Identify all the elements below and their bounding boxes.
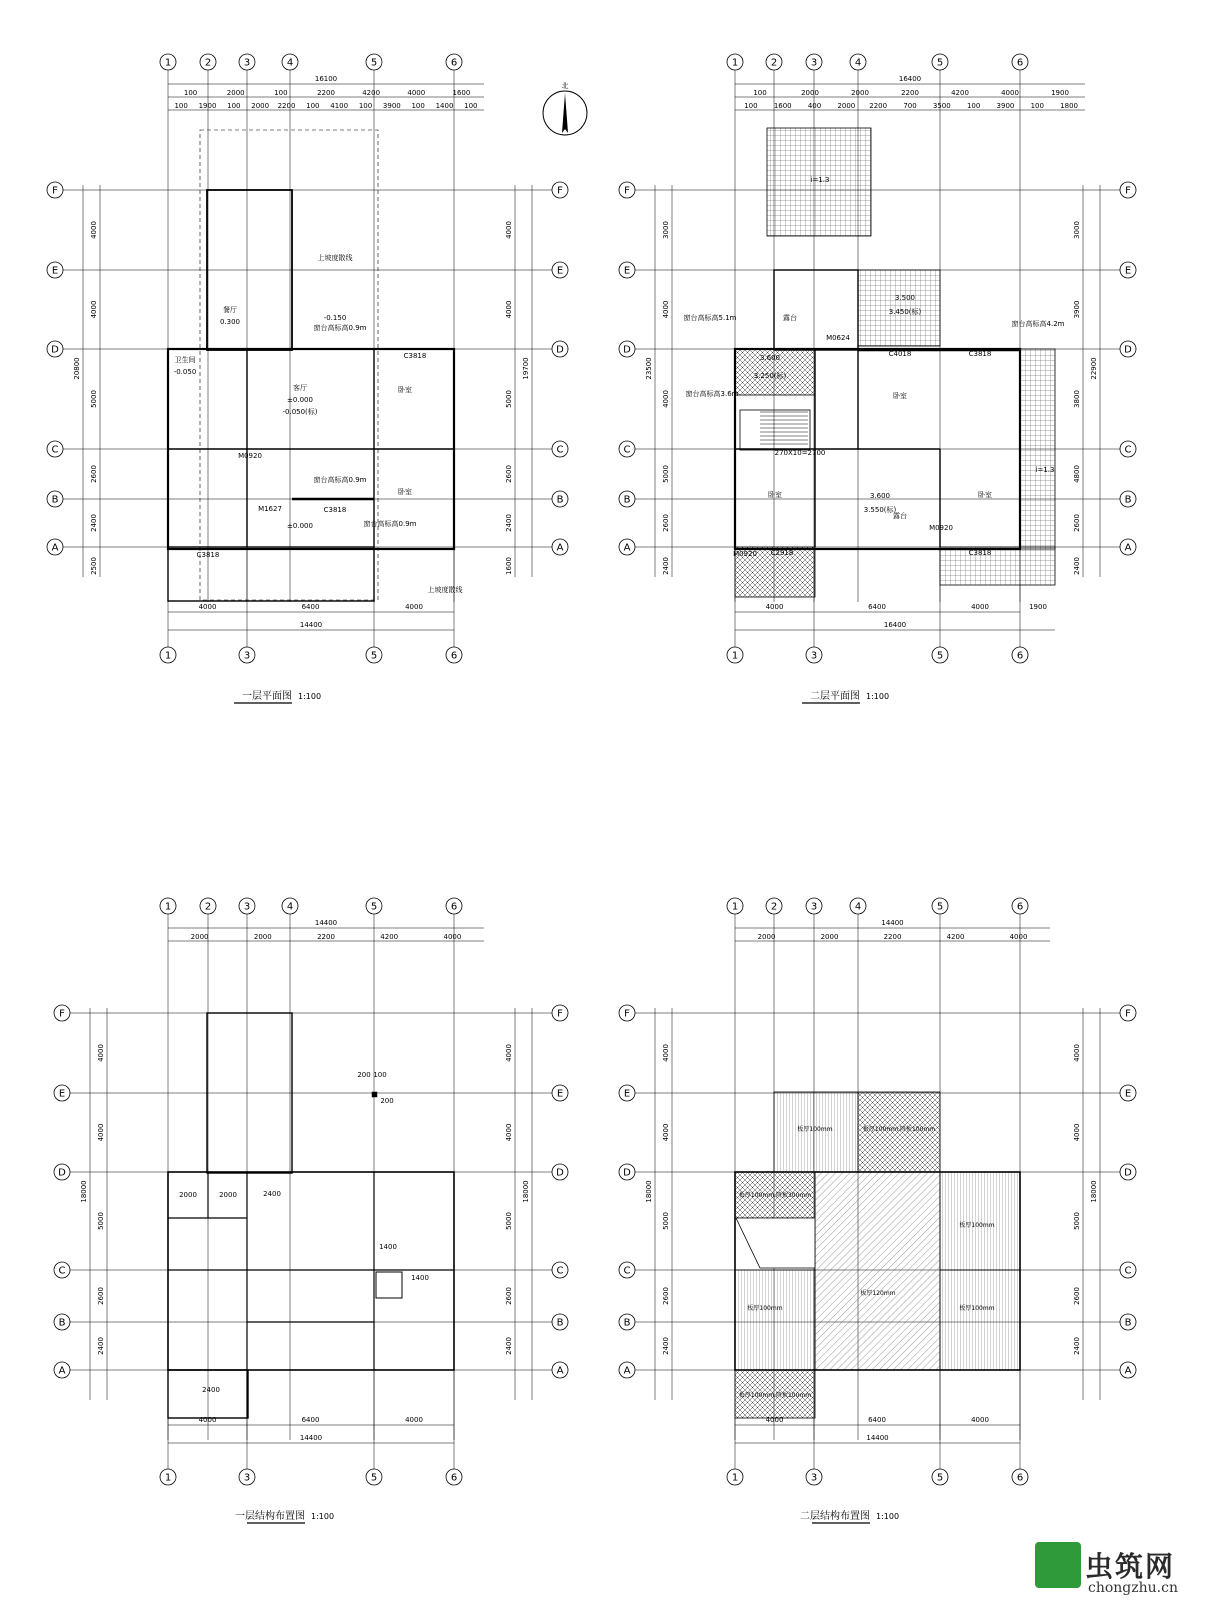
dim-right: 4000 (505, 1123, 513, 1142)
room-label: M0920 (238, 452, 262, 460)
struct-dim: 2400 (263, 1190, 281, 1198)
grid-bubble-col-label: 5 (370, 57, 378, 69)
dim-right: 1600 (505, 557, 513, 575)
dim-top-2: 2200 (277, 102, 296, 110)
dim-top-2: 4100 (330, 102, 349, 110)
column-marker (372, 1092, 377, 1097)
room-label: C3818 (403, 352, 427, 360)
dim-top-2: 100 (358, 102, 373, 110)
slab-vert-hatch-4 (940, 1270, 1020, 1370)
drawing-title: 一层结构布置图 (235, 1511, 305, 1522)
grid-bubble-row-right-label: D (556, 344, 564, 356)
grid-bubble-col-bottom-label: 6 (450, 650, 458, 662)
room-label: 窗台高标高0.9m (363, 520, 417, 528)
grid-bubble-row-left-label: C (51, 444, 59, 456)
room-label: 3.250(标) (753, 372, 787, 380)
grid-bubble-row-right-label: C (1124, 444, 1132, 456)
room-label: ±0.000 (287, 522, 313, 530)
room-label: M0920 (733, 550, 757, 558)
room-label: 0.300 (219, 318, 241, 326)
room-label: -0.050 (173, 368, 197, 376)
dim-left: 5000 (90, 390, 98, 408)
grid-bubble-col-label: 4 (854, 901, 862, 913)
grid-bubble-col-label: 2 (770, 901, 778, 913)
room-label: 露台 (783, 314, 797, 322)
dim-top-2: 100 (464, 102, 478, 110)
grid-bubble-row-left-label: F (52, 185, 58, 197)
dim-top: 2200 (317, 89, 335, 97)
dim-top: 2000 (226, 89, 245, 97)
room-label: 卫生间 (174, 356, 196, 364)
grid-bubble-row-right-label: B (1124, 494, 1132, 506)
room-label: 上坡度散线 (427, 586, 463, 594)
room-label: 窗台高标高5.1m (683, 314, 737, 322)
grid-bubble-row-left-label: C (58, 1265, 66, 1277)
dim-bottom: 4000 (198, 603, 217, 611)
drawing-scale: 1:100 (876, 1512, 900, 1521)
grid-bubble-row-right-label: E (1124, 265, 1132, 277)
dim-left: 5000 (97, 1212, 105, 1230)
dim-left: 4000 (90, 300, 98, 319)
dim-right: 2600 (505, 465, 513, 483)
dim-total-top: 16400 (898, 75, 922, 83)
room-label: C3818 (196, 551, 220, 559)
dim-right: 4000 (1073, 1123, 1081, 1142)
dim-left: 5000 (662, 1212, 670, 1230)
dim-bottom: 4000 (765, 1416, 784, 1424)
room-label: M0920 (929, 524, 953, 532)
side-balcony-hatch (1020, 349, 1055, 549)
struct-dim: 1400 (411, 1274, 429, 1282)
dim-right: 4000 (1073, 1044, 1081, 1062)
dim-left: 2600 (97, 1287, 105, 1305)
room-label: 卧室 (398, 386, 412, 394)
grid-bubble-col-label: 6 (450, 57, 458, 69)
dim-right: 4000 (505, 1044, 513, 1062)
bottom-right-hatch (940, 547, 1055, 585)
room-label: C3818 (968, 350, 992, 358)
dim-top-2: 100 (174, 102, 188, 110)
dim-top-2: 2200 (869, 102, 888, 110)
dim-bottom: 6400 (301, 1416, 320, 1424)
dim-right: 5000 (505, 1212, 513, 1230)
room-label: i=1.3 (1035, 466, 1055, 474)
dim-right: 3800 (1073, 390, 1081, 408)
grid-bubble-row-left-label: F (59, 1008, 65, 1020)
grid-bubble-col-label: 2 (770, 57, 778, 69)
room-label: 3.600 (759, 354, 781, 362)
slab-label: 板厚100mm,降板100mm (862, 1126, 936, 1133)
grid-bubble-col-bottom-label: 5 (936, 1472, 944, 1484)
dim-right: 3900 (1073, 300, 1081, 319)
grid-bubble-row-right-label: E (1124, 1088, 1132, 1100)
dim-top-2: 100 (744, 102, 758, 110)
dim-top-2: 700 (903, 102, 917, 110)
dim-left: 2500 (90, 557, 98, 575)
grid-bubble-col-bottom-label: 5 (370, 1472, 378, 1484)
dim-left: 4000 (662, 1123, 670, 1142)
grid-bubble-col-label: 3 (810, 901, 818, 913)
dim-bottom: 4000 (765, 603, 784, 611)
dim-left-total: 20800 (73, 357, 81, 380)
beam-outline-main (168, 1172, 454, 1370)
dim-top: 4200 (946, 933, 965, 941)
dim-top: 2000 (801, 89, 819, 97)
grid-bubble-col-bottom-label: 5 (370, 650, 378, 662)
grid-bubble-col-label: 4 (854, 57, 862, 69)
dim-right: 4000 (505, 300, 513, 319)
grid-bubble-row-left-label: A (51, 542, 59, 554)
slab-label: 板厚100mm (959, 1222, 995, 1229)
drawing-scale: 1:100 (866, 692, 890, 701)
dim-top: 2200 (317, 933, 335, 941)
struct-dim: 100 (373, 1071, 387, 1079)
room-label: C3818 (968, 549, 992, 557)
drawing-title: 二层平面图 (810, 691, 860, 702)
dim-top-2: 1600 (773, 102, 792, 110)
grid-bubble-col-label: 5 (936, 901, 944, 913)
dim-left: 4000 (662, 300, 670, 319)
dim-right: 2600 (1073, 1287, 1081, 1305)
dim-top: 2000 (820, 933, 839, 941)
grid-bubble-col-label: 6 (1016, 901, 1024, 913)
dim-top: 4200 (951, 89, 969, 97)
grid-bubble-col-label: 5 (370, 901, 378, 913)
dim-top: 1900 (1051, 89, 1069, 97)
room-label: -0.050(标) (282, 408, 318, 416)
watermark-url: chongzhu.cn (1088, 1580, 1178, 1596)
room-label: 3.450(标) (888, 308, 922, 316)
grid-bubble-col-bottom-label: 6 (1016, 1472, 1024, 1484)
dim-top-2: 2000 (251, 102, 270, 110)
slab-vert-hatch-2 (940, 1172, 1020, 1270)
dim-top: 4000 (1009, 933, 1028, 941)
dim-total-top: 14400 (881, 919, 904, 927)
dim-top: 4000 (407, 89, 426, 97)
grid-bubble-row-left-label: F (624, 185, 630, 197)
grid-bubble-row-right-label: D (1124, 1167, 1132, 1179)
grid-bubble-col-label: 1 (731, 57, 739, 69)
dim-right: 4000 (505, 221, 513, 239)
dim-total-bottom: 14400 (299, 621, 323, 629)
dim-bottom: 1900 (1029, 603, 1047, 611)
dim-top: 100 (753, 89, 767, 97)
grid-bubble-col-label: 2 (204, 57, 212, 69)
dim-top-2: 3900 (996, 102, 1015, 110)
struct-dim: 2000 (219, 1191, 237, 1199)
dim-bottom: 4000 (198, 1416, 217, 1424)
dim-top-2: 2000 (837, 102, 856, 110)
dim-top-2: 100 (227, 102, 241, 110)
dim-top: 4200 (380, 933, 399, 941)
room-label: 卧室 (768, 491, 782, 499)
room-label: 露台 (893, 512, 907, 520)
dim-top: 2000 (253, 933, 272, 941)
dim-bottom: 4000 (971, 603, 989, 611)
grid-bubble-col-bottom-label: 6 (1016, 650, 1024, 662)
grid-bubble-col-label: 6 (1016, 57, 1024, 69)
grid-bubble-row-right-label: B (1124, 1317, 1132, 1329)
struct-dim: 2400 (202, 1386, 220, 1394)
drawing-title: 二层结构布置图 (800, 1511, 870, 1522)
dim-left: 2400 (97, 1337, 105, 1355)
grid-bubble-row-right-label: A (1124, 1365, 1132, 1377)
grid-bubble-col-label: 5 (936, 57, 944, 69)
dim-left-total: 18000 (645, 1180, 653, 1203)
dim-right: 2400 (505, 514, 513, 532)
dim-right-total: 22900 (1090, 357, 1098, 380)
dim-left: 4000 (662, 390, 670, 408)
grid-bubble-row-left-label: E (623, 1088, 631, 1100)
room-label: i=1.3 (810, 176, 830, 184)
room-label: 窗台高标高0.9m (313, 324, 367, 332)
north-label: 北 (561, 82, 569, 90)
dim-right: 2400 (505, 1337, 513, 1355)
dim-bottom: 6400 (868, 603, 886, 611)
dim-right-total: 18000 (1090, 1180, 1098, 1203)
grid-bubble-row-right-label: E (556, 1088, 564, 1100)
dim-right-total: 18000 (522, 1180, 530, 1203)
grid-bubble-col-label: 3 (243, 57, 251, 69)
grid-bubble-col-bottom-label: 1 (164, 650, 172, 662)
grid-bubble-col-label: 1 (731, 901, 739, 913)
grid-bubble-row-right-label: A (1124, 542, 1132, 554)
room-label: 270X10=2700 (774, 449, 826, 457)
stair-void (736, 1218, 815, 1268)
grid-bubble-col-label: 1 (164, 901, 172, 913)
grid-bubble-row-left-label: B (51, 494, 59, 506)
grid-bubble-row-left-label: D (623, 344, 631, 356)
room-label: 窗台高标高0.9m (313, 476, 367, 484)
grid-bubble-col-bottom-label: 3 (810, 650, 818, 662)
dim-bottom: 6400 (868, 1416, 886, 1424)
grid-bubble-row-right-label: F (557, 1008, 563, 1020)
dim-top-2: 400 (807, 102, 822, 110)
grid-bubble-col-bottom-label: 3 (243, 650, 251, 662)
struct-dim: 1400 (379, 1243, 397, 1251)
grid-bubble-row-left-label: A (623, 542, 631, 554)
room-label: C3818 (323, 506, 347, 514)
grid-bubble-col-bottom-label: 6 (450, 1472, 458, 1484)
struct-dim: 200 (357, 1071, 371, 1079)
dim-top-2: 3500 (932, 102, 951, 110)
slab-diag-hatch (815, 1172, 940, 1370)
dim-top: 2200 (883, 933, 902, 941)
grid-bubble-row-left-label: D (51, 344, 59, 356)
grid-bubble-row-left-label: E (58, 1088, 66, 1100)
dim-right: 2400 (1073, 557, 1081, 575)
grid-bubble-row-right-label: B (556, 1317, 564, 1329)
grid-bubble-col-bottom-label: 1 (164, 1472, 172, 1484)
room-label: 客厅 (293, 384, 307, 392)
grid-bubble-row-left-label: C (623, 1265, 631, 1277)
grid-bubble-row-right-label: D (556, 1167, 564, 1179)
grid-bubble-row-left-label: E (623, 265, 631, 277)
slab-label: 板厚100mm (747, 1305, 783, 1312)
grid-bubble-row-right-label: C (556, 444, 564, 456)
dim-top-2: 100 (966, 102, 981, 110)
dim-left: 4000 (90, 221, 98, 239)
dim-left-total: 23500 (645, 357, 653, 380)
room-label: 窗台高标高3.6m (685, 390, 739, 398)
room-label: 卧室 (978, 491, 992, 499)
room-label: -0.150 (323, 314, 347, 322)
dim-top-2: 3900 (382, 102, 401, 110)
room-label: 3.500 (894, 294, 916, 302)
grid-bubble-col-label: 3 (243, 901, 251, 913)
grid-bubble-col-bottom-label: 1 (731, 1472, 739, 1484)
grid-bubble-row-left-label: D (58, 1167, 66, 1179)
dim-top: 1600 (452, 89, 471, 97)
dim-bottom: 4000 (971, 1416, 989, 1424)
grid-bubble-row-left-label: B (623, 494, 631, 506)
dim-bottom: 6400 (301, 603, 320, 611)
grid-bubble-col-bottom-label: 3 (810, 1472, 818, 1484)
grid-bubble-col-label: 3 (810, 57, 818, 69)
grid-bubble-col-bottom-label: 3 (243, 1472, 251, 1484)
grid-bubble-row-left-label: A (58, 1365, 66, 1377)
dim-left: 2400 (662, 557, 670, 575)
slab-label: 板厚120mm (860, 1290, 896, 1297)
dim-left-total: 18000 (80, 1180, 88, 1203)
struct-dim: 2000 (179, 1191, 197, 1199)
grid-bubble-col-label: 4 (286, 901, 294, 913)
dim-top: 4200 (362, 89, 381, 97)
dim-left: 2600 (662, 1287, 670, 1305)
dim-left: 3000 (662, 221, 670, 239)
watermark-logo-icon (1035, 1542, 1081, 1588)
dim-top: 100 (183, 89, 198, 97)
dim-top: 4000 (1001, 89, 1019, 97)
drawing-title: 一层平面图 (242, 691, 292, 702)
grid-bubble-row-right-label: C (556, 1265, 564, 1277)
slab-label: 板厚100mm,降板300mm (738, 1192, 812, 1199)
grid-bubble-row-right-label: F (1125, 185, 1131, 197)
grid-bubble-col-label: 2 (204, 901, 212, 913)
grid-bubble-row-left-label: D (623, 1167, 631, 1179)
grid-bubble-col-bottom-label: 5 (936, 650, 944, 662)
dim-top: 2000 (851, 89, 869, 97)
dim-left: 4000 (662, 1044, 670, 1062)
grid-bubble-row-left-label: A (623, 1365, 631, 1377)
dim-top-2: 100 (1030, 102, 1044, 110)
room-label: 卧室 (398, 488, 412, 496)
dim-left: 2600 (90, 465, 98, 483)
grid-bubble-col-bottom-label: 1 (731, 650, 739, 662)
grid-bubble-row-right-label: D (1124, 344, 1132, 356)
grid-bubble-row-left-label: B (623, 1317, 631, 1329)
dim-top-2: 100 (411, 102, 425, 110)
dim-right: 5000 (1073, 1212, 1081, 1230)
dim-left: 2400 (90, 514, 98, 532)
dim-right: 5000 (505, 390, 513, 408)
dim-total-top: 14400 (314, 919, 338, 927)
dim-bottom: 4000 (405, 603, 423, 611)
grid-bubble-col-label: 6 (450, 901, 458, 913)
drawing-scale: 1:100 (311, 1512, 335, 1521)
struct-dim: 200 (380, 1097, 394, 1105)
dim-right: 4800 (1073, 465, 1081, 483)
dim-total-bottom: 14400 (299, 1434, 323, 1442)
watermark-text: 虫筑网 (1085, 1550, 1176, 1583)
room-label: 3.550(标) (863, 506, 897, 514)
dim-left: 2600 (662, 514, 670, 532)
room-label: 卧室 (893, 392, 907, 400)
grid-bubble-col-label: 4 (286, 57, 294, 69)
room-label: 3.600 (869, 492, 891, 500)
grid-bubble-row-right-label: C (1124, 1265, 1132, 1277)
grid-bubble-row-right-label: F (1125, 1008, 1131, 1020)
dim-top: 4000 (443, 933, 462, 941)
dim-total-bottom: 16400 (883, 621, 907, 629)
room-label: C2918 (770, 549, 794, 557)
grid-bubble-row-right-label: E (556, 265, 564, 277)
dim-left: 5000 (662, 465, 670, 483)
dim-top: 2000 (757, 933, 776, 941)
north-arrow-needle-icon (562, 93, 568, 133)
grid-bubble-row-left-label: B (58, 1317, 66, 1329)
grid-bubble-row-right-label: B (556, 494, 564, 506)
dim-left: 2400 (662, 1337, 670, 1355)
slab-label: 板厚100mm (797, 1126, 833, 1133)
dim-total-top: 16100 (314, 75, 338, 83)
dim-right: 2600 (505, 1287, 513, 1305)
slab-label: 板厚100mm,降板100mm (738, 1392, 812, 1399)
dim-right: 3000 (1073, 221, 1081, 239)
dim-top: 2000 (190, 933, 209, 941)
room-label: M0624 (826, 334, 850, 342)
dim-right: 2400 (1073, 1337, 1081, 1355)
room-label: ±0.000 (287, 396, 313, 404)
dim-right-total: 19700 (522, 357, 530, 380)
dim-left: 4000 (97, 1044, 105, 1062)
dim-top: 100 (274, 89, 288, 97)
grid-bubble-row-right-label: A (556, 1365, 564, 1377)
stair-opening (376, 1272, 402, 1298)
dim-bottom: 4000 (405, 1416, 423, 1424)
dim-right: 2600 (1073, 514, 1081, 532)
grid-bubble-row-left-label: C (623, 444, 631, 456)
slab-vert-hatch-3 (735, 1270, 815, 1370)
grid-bubble-row-left-label: E (51, 265, 59, 277)
room-label: M1627 (258, 505, 282, 513)
room-label: 上坡度散线 (317, 254, 353, 262)
dim-left: 4000 (97, 1123, 105, 1142)
grid-bubble-row-right-label: F (557, 185, 563, 197)
drawing-scale: 1:100 (298, 692, 322, 701)
room-label: C4018 (888, 350, 912, 358)
dim-top-2: 1400 (435, 102, 454, 110)
dim-total-bottom: 14400 (866, 1434, 889, 1442)
grid-bubble-col-label: 1 (164, 57, 172, 69)
room-label: 窗台高标高4.2m (1011, 320, 1065, 328)
dim-top-2: 100 (306, 102, 320, 110)
slab-label: 板厚100mm (959, 1305, 995, 1312)
dim-top-2: 1900 (198, 102, 217, 110)
grid-bubble-row-right-label: A (556, 542, 564, 554)
dim-top: 2200 (901, 89, 919, 97)
dim-top-2: 1800 (1060, 102, 1079, 110)
room-label: 餐厅 (223, 306, 237, 314)
grid-bubble-row-left-label: F (624, 1008, 630, 1020)
